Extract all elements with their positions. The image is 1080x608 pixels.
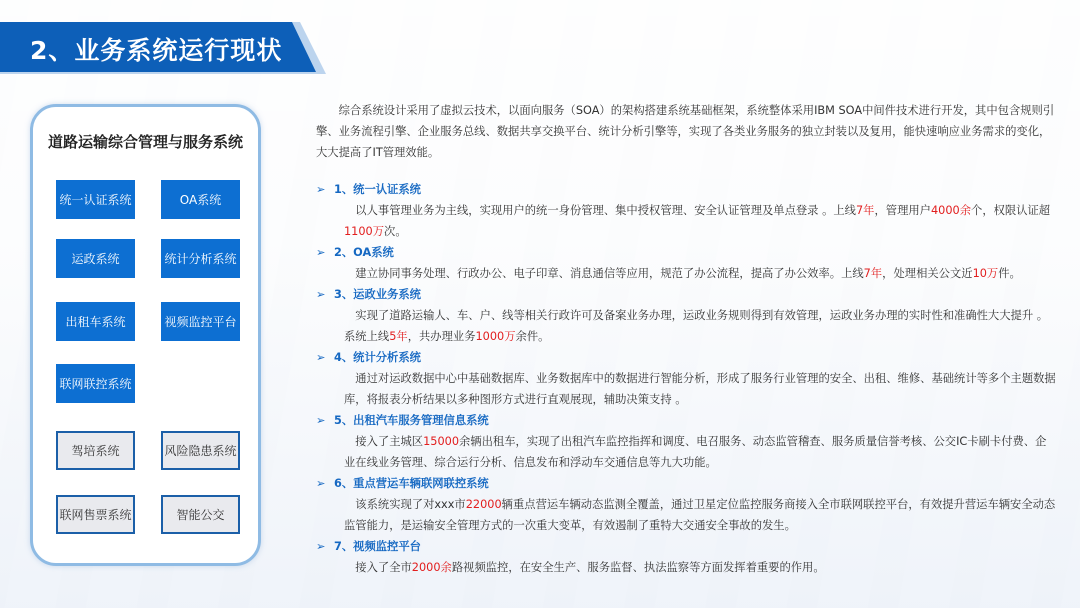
section-list [316,179,1056,578]
section-body [344,200,1056,242]
body-text: 实现了道路运输人、车、户、线等相关行政许可及备案业务办理，运政业务规则得到有效管理，运政业务办理的实时性和准确性大大提升 。系统上线 [344,309,1049,343]
section-item [316,347,1056,410]
section-heading [316,347,1056,368]
section-heading [316,284,1056,305]
highlight-figure: 7年 [863,267,883,280]
body-text: 余辆出租车，实现了出租汽车监控指挥和调度、电召服务、动态监管稽查、服务质量信誉考核、公交IC卡刷卡付费、企业在线业务管理、综合运行分析、信息发布和浮动车交通信息等九大功能。 [344,435,1047,469]
section-item [316,536,1056,578]
system-button-taxi[interactable]: 出租车系统 [56,302,135,341]
system-button-risk-hazard[interactable]: 风险隐患系统 [161,431,240,470]
highlight-figure: 15000 [423,435,460,448]
section-title: 7、视频监控平台 [334,540,421,553]
highlight-figure: 22000 [465,498,502,511]
section-item [316,179,1056,242]
body-text: 接入了主城区 [355,435,424,448]
section-item [316,242,1056,284]
body-text: 通过对运政数据中心中基础数据库、业务数据库中的数据进行智能分析，形成了服务行业管理的安全、出租、维修、基础统计等多个主题数据库，将报表分析结果以多种图形方式进行直观展现，辅助决策支持 。 [344,372,1056,406]
body-text: 次。 [384,225,407,238]
section-heading [316,179,1056,200]
system-button-driver-training[interactable]: 驾培系统 [56,431,135,470]
arrow-bullet-icon: ➢ [316,540,326,553]
section-title: 5、出租汽车服务管理信息系统 [334,414,489,427]
section-heading [316,410,1056,431]
system-button-smart-bus[interactable]: 智能公交 [161,495,240,534]
section-title: 4、统计分析系统 [334,351,421,364]
arrow-bullet-icon: ➢ [316,477,326,490]
system-button-network-control[interactable]: 联网联控系统 [56,364,135,403]
section-body [344,305,1056,347]
section-heading [316,473,1056,494]
system-button-online-ticketing[interactable]: 联网售票系统 [56,495,135,534]
section-title: 6、重点营运车辆联网联控系统 [334,477,489,490]
panel-title: 道路运输综合管理与服务系统 [47,133,243,151]
body-text: 件。 [998,267,1021,280]
intro-paragraph: 综合系统设计采用了虚拟云技术，以面向服务（SOA）的架构搭建系统基础框架，系统整体采用IBM SOA中间件技术进行开发，其中包含规则引擎、业务流程引擎、企业服务总线、数据共享交换平台、统计分析引擎等，实现了各类业务服务的独立封装以及复用，能快速响应业务需求的变化，大大提高了IT管理效能。 [316,104,1055,159]
section-body [344,263,1056,284]
section-item [316,284,1056,347]
section-body [344,494,1056,536]
section-body [344,431,1056,473]
arrow-bullet-icon: ➢ [316,183,326,196]
body-text: ，共办理业务 [407,330,476,343]
highlight-figure: 2000余 [411,561,452,574]
section-heading [316,242,1056,263]
system-button-unified-auth[interactable]: 统一认证系统 [56,180,135,219]
highlight-figure: 1100万 [344,225,385,238]
system-button-statistics[interactable]: 统计分析系统 [161,239,240,278]
page-title: 2、业务系统运行现状 [30,36,283,65]
section-body [344,368,1056,410]
section-item [316,473,1056,536]
body-text: 建立协同事务处理、行政办公、电子印章、消息通信等应用，规范了办公流程，提高了办公效率。上线 [355,267,864,280]
system-button-oa[interactable]: OA系统 [161,180,240,219]
arrow-bullet-icon: ➢ [316,351,326,364]
body-text: ，管理用户 [874,204,931,217]
body-text: 该系统实现了对xxx市 [355,498,466,511]
section-title: 2、OA系统 [334,246,394,259]
section-title: 1、统一认证系统 [334,183,421,196]
content-area [316,100,1056,578]
body-text: 以人事管理业务为主线，实现用户的统一身份管理、集中授权管理、安全认证管理及单点登录 。上线 [355,204,856,217]
highlight-figure: 5年 [389,330,408,343]
section-item [316,410,1056,473]
body-text: ，处理相关公文近 [882,267,973,280]
body-text: 路视频监控，在安全生产、服务监督、执法监察等方面发挥着重要的作用。 [451,561,825,574]
highlight-figure: 7年 [855,204,875,217]
section-heading [316,536,1056,557]
arrow-bullet-icon: ➢ [316,246,326,259]
body-text: 个，权限认证超 [971,204,1051,217]
section-title: 3、运政业务系统 [334,288,421,301]
title-banner [0,22,330,74]
arrow-bullet-icon: ➢ [316,414,326,427]
system-button-transport-admin[interactable]: 运政系统 [56,239,135,278]
section-body [344,557,1056,578]
arrow-bullet-icon: ➢ [316,288,326,301]
body-text: 接入了全市 [355,561,412,574]
highlight-figure: 1000万 [475,330,516,343]
body-text: 辆重点营运车辆动态监测全覆盖，通过卫星定位监控服务商接入全市联网联控平台，有效提升营运车辆安全动态监管能力，是运输安全管理方式的一次重大变革，有效遏制了重特大交通安全事故的发生。 [344,498,1056,532]
highlight-figure: 10万 [972,267,999,280]
highlight-figure: 4000余 [930,204,972,217]
system-button-video-monitoring[interactable]: 视频监控平台 [161,302,240,341]
body-text: 余件。 [515,330,550,343]
